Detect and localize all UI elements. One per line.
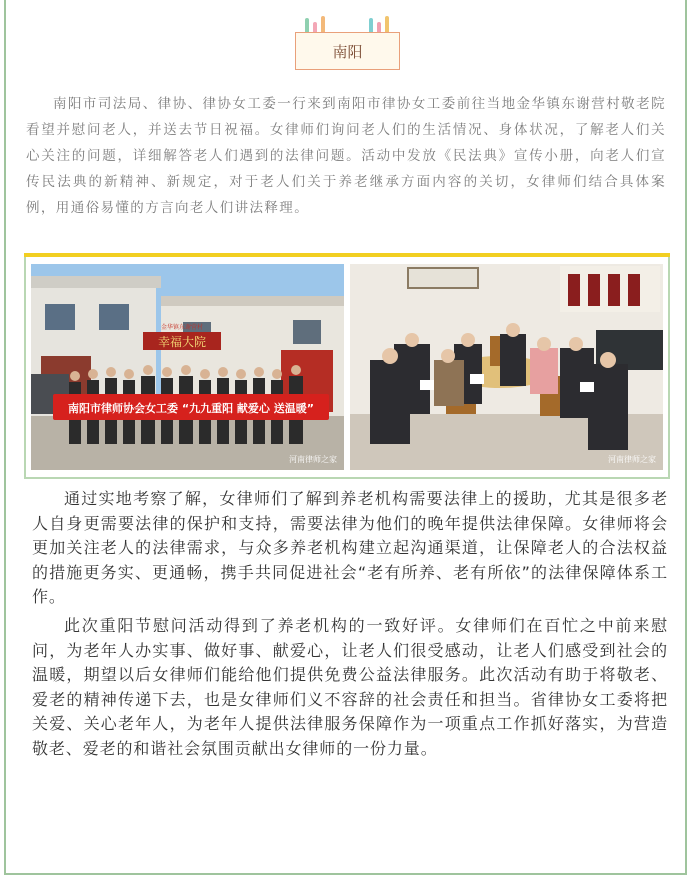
photo-group-banner	[31, 264, 344, 470]
photo-accent-bar	[24, 253, 670, 257]
photo-sign-text: 幸福大院	[157, 335, 207, 349]
photo-left-watermark: 河南律师之家	[289, 455, 337, 464]
photo-banner-text: 南阳市律师协会女工委 “九九重阳 献爱心 送温暖”	[68, 402, 314, 415]
photo-meeting-drawing	[350, 264, 663, 470]
intro-paragraph: 南阳市司法局、律协、律协女工委一行来到南阳市律协女工委前往当地金华镇东谢营村敬老院看望并慰问老人，并送去节日祝福。女律师们询问老人们的生活情况、身体状况，了解老人们关心关注的问题，详细解答老人们遇到的法律问题。活动中发放《民法典》宣传小册，向老人们宣传民法典的新精神、新规定，对于老人们关于养老继承方面内容的关切，女律师们结合具体案例，用通俗易懂的方言向老人们讲法释理。	[26, 96, 666, 216]
photo-sign-small-text: 金华镇东谢营村	[160, 324, 204, 331]
body-paragraph-2: 此次重阳节慰问活动得到了养老机构的一致好评。女律师们在百忙之中前来慰问，为老年人办实事、做好事、献爱心，让老人们很受感动，让老人们感受到社会的温暖，期望以后女律师们能给他们提供免费公益法律服务。此次活动有助于将敬老、爱老的精神传递下去，也是女律师们义不容辞的社会责任和担当。省律协女工委将把关爱、关心老年人，为老年人提供法律服务保障作为一项重点工作抓好落实，为营造敬老、爱老的和谐社会氛围贡献出女律师的一份力量。	[32, 616, 668, 758]
photo-meeting	[350, 264, 663, 470]
photo-group-banner-drawing	[31, 264, 344, 470]
section-title-text: 南阳	[332, 42, 363, 61]
photo-right-watermark: 河南律师之家	[608, 455, 656, 464]
body-paragraph-1: 通过实地考察了解，女律师们了解到养老机构需要法律上的援助，尤其是很多老人自身更需要法律的保护和支持，需要法律为他们的晚年提供法律保障。女律师将会更加关注老人的法律需求，与众多养老机构建立起沟通渠道，让保障老人的合法权益的措施更务实、更通畅，携手共同促进社会“老有所养、老有所依”的法律保障体系工作。	[32, 489, 668, 606]
section-title	[295, 32, 400, 70]
